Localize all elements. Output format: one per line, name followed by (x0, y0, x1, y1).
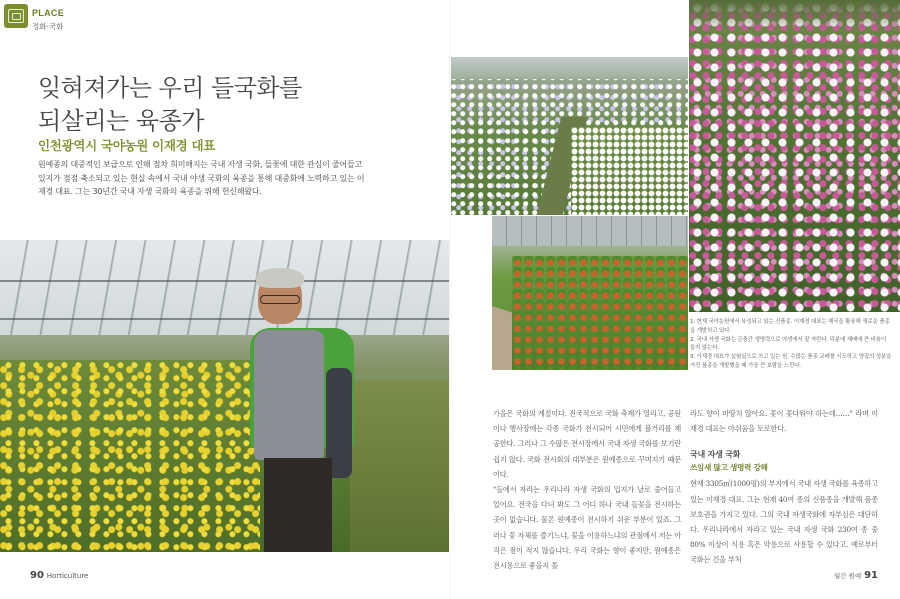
article-subhead: 인천광역시 국야농원 이재경 대표 (38, 138, 216, 153)
photo-chrysanthemum-closeup (689, 0, 900, 312)
page-number-right: 91 (864, 570, 878, 581)
article-headline (38, 72, 398, 138)
publication-name-left: Horticulture (46, 572, 89, 580)
body-paragraph: 현재 3305㎡(1000평)의 부지에서 국내 자생 국화를 육종하고 있는 이재경 대표. 그는 현재 40여 종의 신품종을 개발해 품종 보호권을 가지고 있다. 그의 국내 자생국화에 자부심은 대단하다. 우리나라에서 자라고 있는 국내 자생 국화 230여 종 중 80% 이상이 식용 혹은 약용으로 사용할 수 있다고. 예로부터 국화는 건을 부처 (690, 479, 878, 565)
section-label: PLACE (32, 8, 65, 18)
folio-right (834, 570, 878, 581)
green-plant-bed (350, 380, 449, 552)
article-lead: 원예종의 대중적인 보급으로 인해 점차 희미해지는 국내 자생 국화, 들꽃에 대한 관심이 줄어들고 있지가 점점 축소되고 있는 현실 속에서 국내 야생 국화의 육종을 통해 대중화에 노력하고 있는 이재경 대표. 그는 30년간 국내 자생 국화의 육종을 위해 헌신해왔다. (38, 160, 365, 196)
body-column-1 (493, 406, 681, 573)
headline-line-1: 잊혀져가는 우리 들국화를 (38, 74, 302, 102)
caption-2: 2. 국내 자생 국화는 곤충간 생명력으로 야생에서 잘 자란다. 덕분에 재배에 큰 비용이 들지 않는다. (690, 336, 887, 351)
roof-beam (0, 318, 449, 320)
grey-vest (254, 330, 324, 460)
body-column-2 (690, 406, 878, 568)
publication-name-right: 월간 원예 (834, 572, 862, 580)
photo-captions (690, 318, 892, 371)
potted-plants (512, 256, 688, 370)
person-figure (250, 268, 360, 552)
body-heading: 국내 자생 국화 (690, 450, 741, 460)
greenhouse-structure (492, 216, 688, 246)
foliage-shadow (689, 0, 900, 30)
greenhouse-roof (0, 240, 449, 350)
photo-greenhouse-portrait (0, 240, 449, 552)
photo-potted-seedlings (492, 216, 688, 370)
roof-beam (0, 280, 449, 282)
greenhouse-structure (451, 57, 688, 79)
glasses-icon (260, 295, 300, 304)
body-paragraph: "들에서 자라는 우리나라 자생 국화의 입지가 날로 줄어들고 있어요. 전국을 다녀 봐도 그 어디 하나 국내 들꽃을 전시하는 곳이 없습니다. 물론 원예종이 전시하기 쉬운 부분이 있죠. 그러나 꽃 자체를 즐기느냐, 꽃을 이용하느냐의 관점에서 저는 아직은 점이 적지 않습니다. 우리 국화는 향이 좋지만, 원예종은 전시용으로 좋을지 몰 (493, 485, 681, 571)
photo-flower-beds (451, 57, 688, 215)
body-paragraph: 가을은 국화의 계절이다. 전국적으로 국화 축제가 열리고, 공원이나 행사장에는 각종 국화가 전시되어 시민에게 볼거리를 제공한다. 그러나 그 수많은 전시장에서 국내 자생 국화를 보기란 쉽지 않다. 국화 전시회의 대부분은 원예종으로 꾸며지기 때문이다. (493, 409, 681, 479)
caption-3: 3. 이재경 대표가 실험실으로 쓰고 있는 원. 수많는 품종 교배를 시도하고 양질의 성분을 가진 품종을 개발했을 때 가장 큰 보람을 느낀다. (690, 354, 892, 369)
yellow-flower-bed (0, 360, 260, 552)
page-number-left: 90 (30, 570, 44, 581)
body-subheading: 쓰임새 많고 생명력 강해 (690, 463, 768, 473)
caption-1: 1. 현재 국야농원에서 육성되고 있는 신품종. 이재경 대표는 해국을 활용해 새로운 품종을 개발하고 있다. (690, 319, 890, 334)
white-flower-bed (571, 127, 688, 215)
frame-icon (8, 9, 24, 23)
headline-line-2: 되살리는 육종가 (38, 107, 204, 135)
trousers (264, 458, 332, 552)
section-sublabel: 정화·국화 (32, 22, 64, 31)
body-paragraph: 라도 향이 마땅치 않아요. 꽃이 꽃다워야 하는데……" 라며 이재경 대표는 아쉬움을 토로한다. (690, 409, 878, 434)
hair (256, 268, 304, 288)
folio-left (30, 570, 88, 581)
section-badge (4, 4, 28, 28)
